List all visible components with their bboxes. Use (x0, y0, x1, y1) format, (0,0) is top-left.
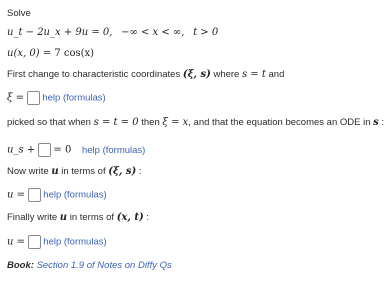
step2-c: , and that the equation becomes an ODE in (188, 117, 374, 128)
ode-answer-input[interactable] (38, 143, 51, 157)
u2-help-link[interactable]: help (formulas) (43, 236, 107, 248)
u-xt-answer-input[interactable] (28, 235, 41, 249)
pde-time: t > 0 (193, 27, 219, 38)
book-section-link[interactable]: Section 1.9 of Notes on Diffy Qs (36, 260, 172, 271)
step4-a: Finally write (7, 212, 60, 223)
xi-label: ξ = (7, 92, 25, 104)
xi-help-link[interactable]: help (formulas) (42, 92, 106, 104)
step2-colon: : (378, 117, 384, 128)
ode-label: u_s + (7, 144, 36, 156)
step3-mid: in terms of (58, 166, 109, 177)
step1-tail: and (265, 69, 285, 80)
initial-condition (7, 48, 94, 59)
initial-lhs: u(x, 0) = (7, 48, 55, 59)
step1-text (7, 69, 284, 80)
step2-text (7, 117, 384, 128)
u2-label: u = (7, 236, 25, 248)
step2-a: picked so that when (7, 117, 94, 128)
step3-a: Now write (7, 166, 52, 177)
u1-label: u = (7, 189, 25, 201)
step4-colon: : (143, 212, 149, 223)
u1-help-link[interactable]: help (formulas) (43, 189, 107, 201)
step1-label: First change to characteristic coordinates (7, 69, 181, 80)
ode-answer-row (7, 143, 145, 157)
step2-var: s (373, 117, 379, 128)
step1-cond: s = t (241, 69, 266, 80)
step2-cond1: s = t = 0 (93, 117, 139, 128)
book-reference (7, 260, 172, 271)
book-label: Book: (7, 260, 34, 271)
step2-cond2: ξ = x (162, 117, 189, 128)
ode-rhs: = 0 (53, 144, 72, 156)
step4-mid: in terms of (67, 212, 117, 223)
pde-equation: u_t − 2u_x + 9u = 0, (7, 27, 113, 38)
step1-coords: (ξ, s) (182, 69, 211, 80)
u-xi-answer-input[interactable] (28, 188, 41, 202)
u-xt-answer-row (7, 235, 107, 249)
step3-var: u (51, 166, 59, 177)
step1-where: where (210, 69, 242, 80)
step2-b: then (138, 117, 163, 128)
pde-line (7, 27, 218, 38)
step4-var: u (59, 212, 68, 223)
step4-text (7, 212, 149, 223)
step3-text (7, 166, 142, 177)
step3-coords: (ξ, s) (108, 166, 137, 177)
step4-coords: (x, t) (116, 212, 144, 223)
initial-rhs: 7 cos(x) (54, 48, 95, 59)
pde-domain: −∞ < x < ∞, (121, 27, 185, 38)
u-xi-answer-row (7, 188, 107, 202)
xi-answer-input[interactable] (27, 91, 40, 105)
problem-title: Solve (7, 8, 31, 19)
ode-help-link[interactable]: help (formulas) (81, 144, 146, 156)
step3-colon: : (136, 166, 142, 177)
xi-answer-row (7, 91, 106, 105)
